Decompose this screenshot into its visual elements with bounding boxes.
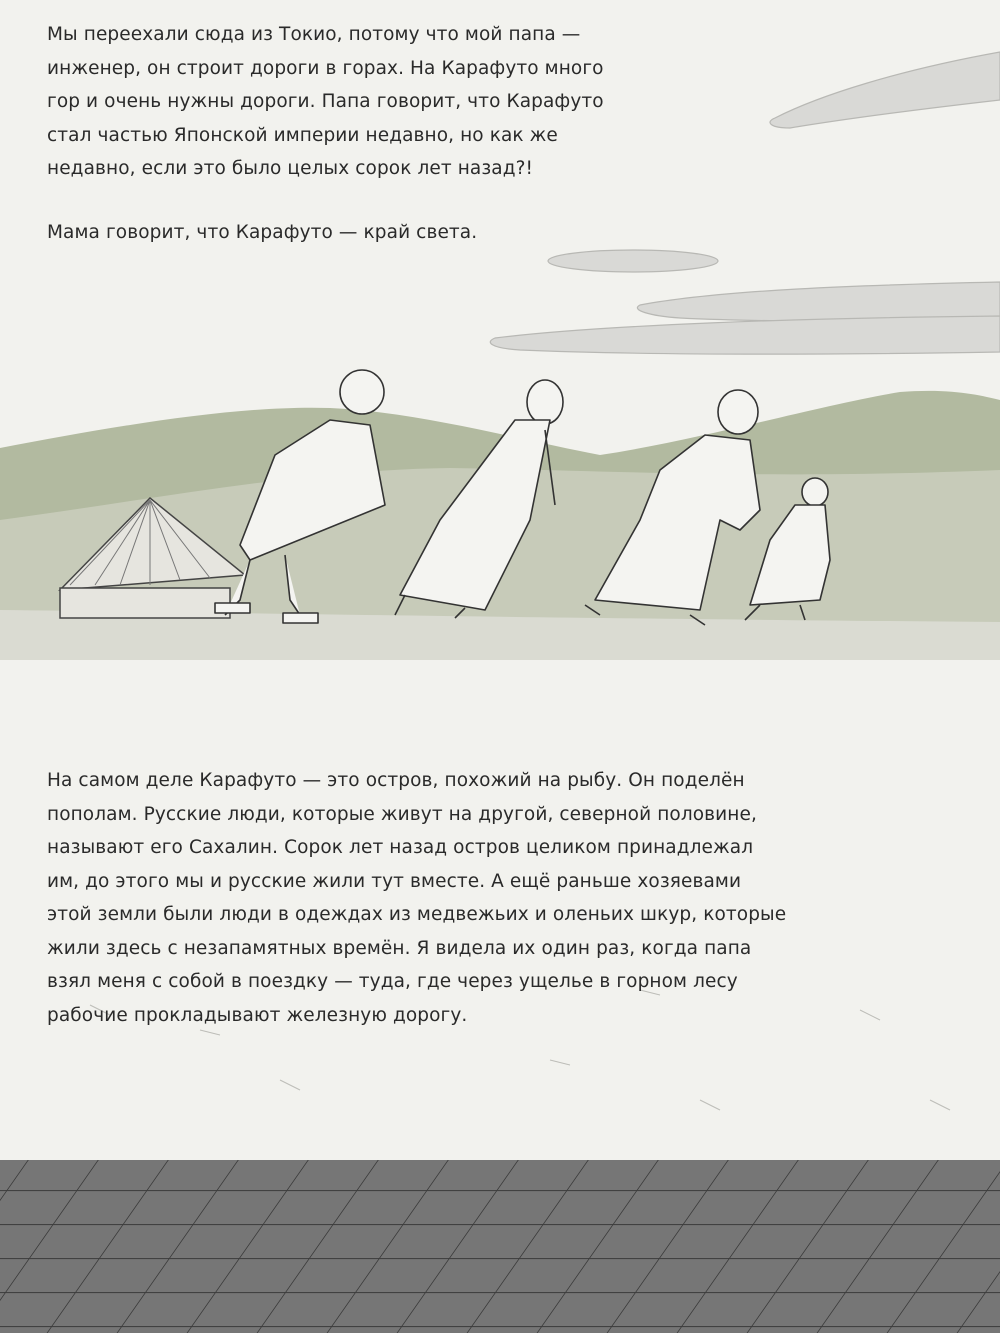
- text-line: недавно, если это было целых сорок лет назад?!: [47, 158, 534, 179]
- text-line: этой земли были люди в одеждах из медвежьих и оленьих шкур, которые: [47, 904, 787, 925]
- intro-text: [47, 18, 847, 249]
- intro-paragraph-1: [47, 18, 847, 186]
- intro-paragraph-2: [47, 216, 847, 250]
- cloud-small: [548, 250, 718, 272]
- story-text: [47, 764, 927, 1032]
- text-line: инженер, он строит дороги в горах. На Карафуто много: [47, 57, 604, 79]
- text-line: жили здесь с незапамятных времён. Я видела их один раз, когда папа: [47, 937, 752, 959]
- hut-wall: [60, 588, 230, 618]
- story-paragraph: [47, 764, 927, 1032]
- text-line: рабочие прокладывают железную дорогу.: [47, 1004, 468, 1026]
- tiled-floor: [0, 1160, 1000, 1333]
- text-line: Мама говорит, что Карафуто — край света.: [47, 221, 478, 243]
- cloud-long: [637, 282, 1000, 321]
- text-line: На самом деле Карафуто — это остров, похожий на рыбу. Он поделён: [47, 770, 745, 791]
- text-line: им, до этого мы и русские жили тут вместе. А ещё раньше хозяевами: [47, 870, 742, 892]
- text-line: пополам. Русские люди, которые живут на другой, северной половине,: [47, 803, 757, 825]
- text-line: гор и очень нужны дороги. Папа говорит, что Карафуто: [47, 91, 604, 112]
- text-line: стал частью Японской империи недавно, но как же: [47, 124, 558, 146]
- cloud-low: [490, 316, 1000, 354]
- text-line: взял меня с собой в поездку — туда, где через ущелье в горном лесу: [47, 971, 738, 992]
- text-line: называют его Сахалин. Сорок лет назад остров целиком принадлежал: [47, 837, 754, 858]
- text-line: Мы переехали сюда из Токио, потому что мой папа —: [47, 24, 581, 45]
